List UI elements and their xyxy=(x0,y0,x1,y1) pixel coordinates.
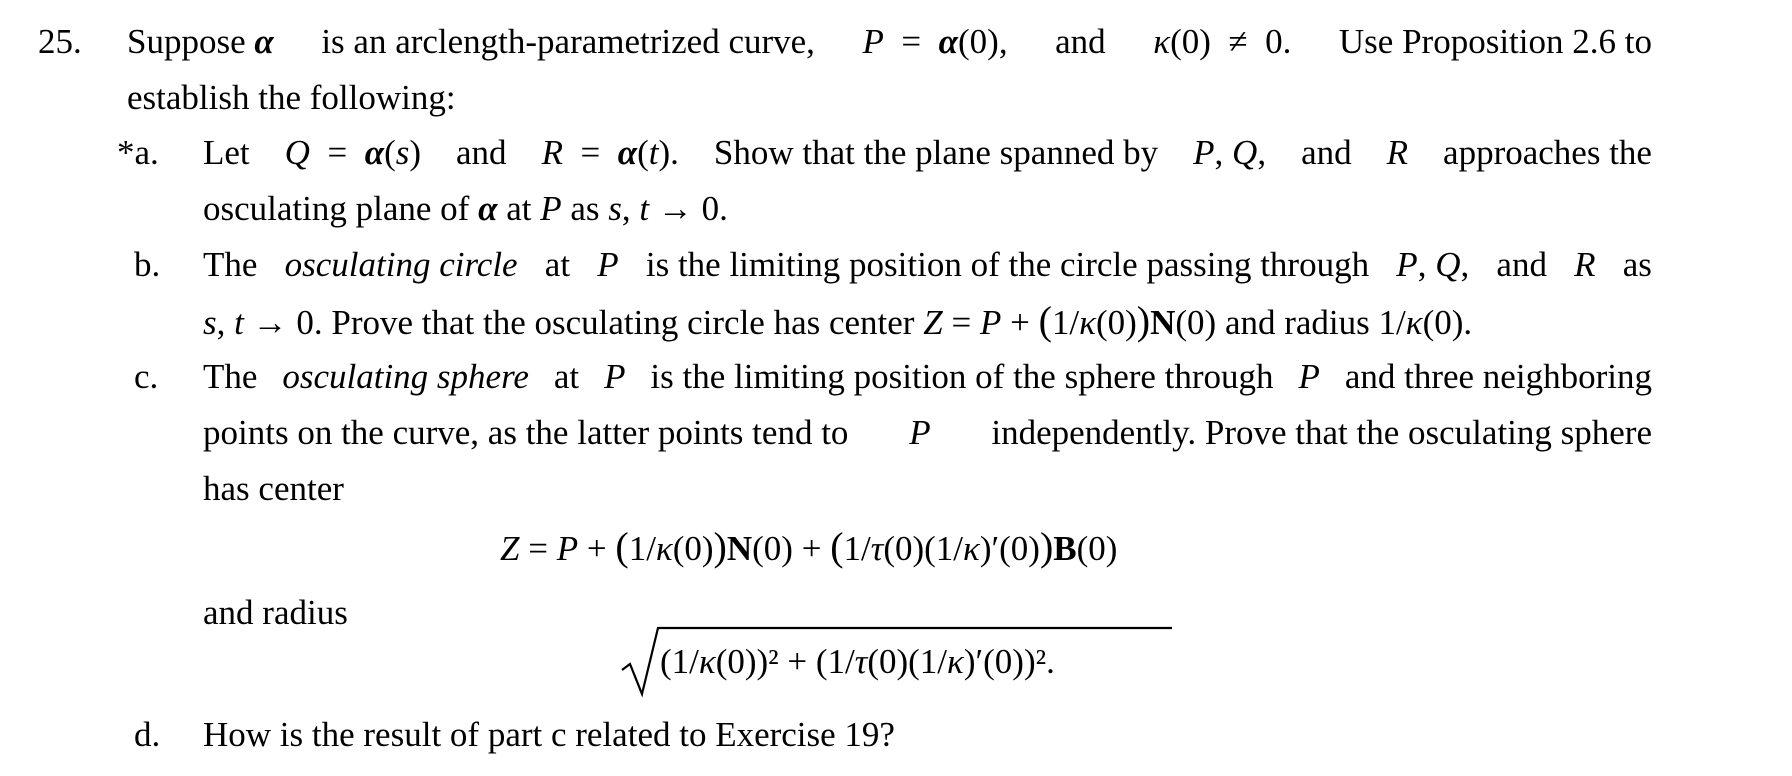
term-osculating-circle: osculating circle xyxy=(284,245,518,284)
part-a-line-1: Let Q = α(s) and R = α(t). Show that the plane spanned by P, Q, and R approaches the xyxy=(203,133,1652,172)
part-a-label: *a. xyxy=(117,133,159,172)
part-c-label: c. xyxy=(134,357,159,396)
part-b-label: b. xyxy=(134,245,161,284)
part-c-line-2: points on the curve, as the latter points tend to P independently. Prove that the osculating sphere xyxy=(203,413,1652,452)
part-c-line-4: and radius xyxy=(203,593,348,632)
part-c-line-3: has center xyxy=(203,469,344,508)
part-d-line-1: How is the result of part c related to Exercise 19? xyxy=(203,715,895,754)
radius-radicand: (1/κ(0))² + (1/τ(0)(1/κ)′(0))². xyxy=(660,642,1055,681)
problem-line-1 xyxy=(38,20,82,64)
sphere-radius-equation xyxy=(620,622,1180,698)
part-b-line-2: s, t → 0. Prove that the osculating circle has center Z = P + (1/κ(0))N(0) and radius 1/κ(0). xyxy=(203,298,1473,343)
term-osculating-sphere: osculating sphere xyxy=(282,357,529,396)
problem-intro-line-2: establish the following: xyxy=(127,78,456,117)
problem-intro-line-1: Suppose α is an arclength-parametrized curve, P = α(0), and κ(0) ≠ 0. Use Proposition 2.6 to xyxy=(127,22,1652,61)
part-b-line-1: The osculating circle at P is the limiting position of the circle passing through P, Q, and R as xyxy=(203,243,1652,287)
sphere-center-equation: Z = P + (1/κ(0))N(0) + (1/τ(0)(1/κ)′(0))B(0) xyxy=(500,524,1118,569)
part-a-line-2: osculating plane of α at P as s, t → 0. xyxy=(203,189,728,228)
part-d-label: d. xyxy=(134,715,161,754)
problem-number: 25. xyxy=(38,22,82,61)
part-c-line-1: The osculating sphere at P is the limiting position of the sphere through P and three neighboring xyxy=(203,355,1652,399)
